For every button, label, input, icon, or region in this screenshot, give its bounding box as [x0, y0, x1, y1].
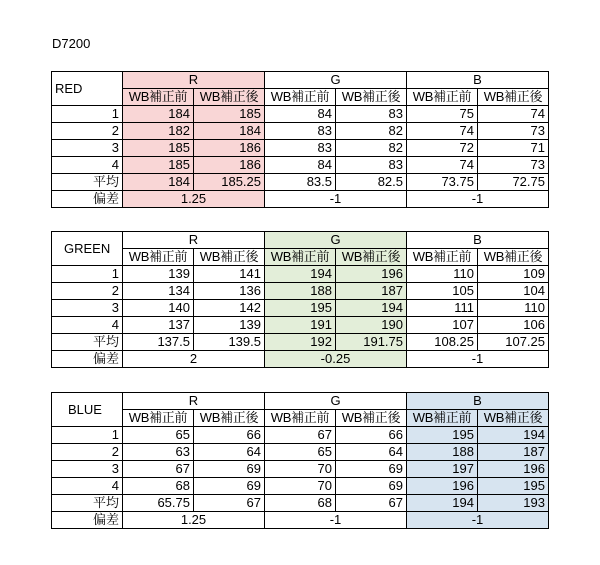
cell[interactable]: 72.75 — [478, 174, 549, 191]
cell[interactable]: 64 — [194, 444, 265, 461]
cell[interactable]: 186 — [194, 140, 265, 157]
cell[interactable]: 190 — [336, 317, 407, 334]
deviation-cell[interactable]: -1 — [407, 512, 549, 529]
cell[interactable]: 69 — [194, 461, 265, 478]
cell[interactable]: 66 — [194, 427, 265, 444]
cell[interactable]: 83 — [265, 140, 336, 157]
sub-header-after[interactable]: WB補正後 — [336, 89, 407, 106]
group-header-r[interactable]: R — [123, 72, 265, 89]
table-label[interactable]: BLUE — [52, 393, 123, 427]
cell[interactable]: 139 — [194, 317, 265, 334]
table-row — [52, 266, 549, 283]
cell[interactable]: 68 — [265, 495, 336, 512]
row-label[interactable]: 2 — [52, 444, 123, 461]
cell[interactable]: 74 — [407, 157, 478, 174]
deviation-cell[interactable]: 2 — [123, 351, 265, 368]
cell[interactable]: 191.75 — [336, 334, 407, 351]
sub-header-after[interactable]: WB補正後 — [336, 410, 407, 427]
group-header-r[interactable]: R — [123, 393, 265, 410]
group-header-b[interactable]: B — [407, 232, 549, 249]
row-label[interactable]: 2 — [52, 283, 123, 300]
deviation-row — [52, 351, 549, 368]
sub-header-before[interactable]: WB補正前 — [123, 89, 194, 106]
table-row — [52, 444, 549, 461]
group-header-b[interactable]: B — [407, 393, 549, 410]
deviation-row — [52, 512, 549, 529]
cell[interactable]: 65.75 — [123, 495, 194, 512]
cell[interactable]: 140 — [123, 300, 194, 317]
row-label[interactable]: 4 — [52, 157, 123, 174]
cell[interactable]: 73 — [478, 123, 549, 140]
cell[interactable]: 72 — [407, 140, 478, 157]
sub-header-after[interactable]: WB補正後 — [194, 410, 265, 427]
deviation-cell[interactable]: -1 — [407, 191, 549, 208]
sub-header-after[interactable]: WB補正後 — [478, 89, 549, 106]
deviation-cell[interactable]: -1 — [265, 191, 407, 208]
cell[interactable]: 182 — [123, 123, 194, 140]
group-header-r[interactable]: R — [123, 232, 265, 249]
row-label[interactable]: 平均 — [52, 334, 123, 351]
cell[interactable]: 70 — [265, 478, 336, 495]
cell[interactable]: 70 — [265, 461, 336, 478]
cell[interactable]: 195 — [265, 300, 336, 317]
cell[interactable]: 192 — [265, 334, 336, 351]
cell[interactable]: 69 — [336, 461, 407, 478]
cell[interactable]: 136 — [194, 283, 265, 300]
table-row — [52, 478, 549, 495]
cell[interactable]: 134 — [123, 283, 194, 300]
cell[interactable]: 110 — [407, 266, 478, 283]
cell[interactable]: 188 — [407, 444, 478, 461]
cell[interactable]: 187 — [336, 283, 407, 300]
table-row — [52, 283, 549, 300]
cell[interactable]: 82 — [336, 140, 407, 157]
cell[interactable]: 137 — [123, 317, 194, 334]
deviation-cell[interactable]: -0.25 — [265, 351, 407, 368]
average-row — [52, 334, 549, 351]
table-row — [52, 461, 549, 478]
cell[interactable]: 107.25 — [478, 334, 549, 351]
cell[interactable]: 187 — [478, 444, 549, 461]
deviation-cell[interactable]: 1.25 — [123, 512, 265, 529]
average-row — [52, 174, 549, 191]
deviation-cell[interactable]: -1 — [407, 351, 549, 368]
cell[interactable]: 191 — [265, 317, 336, 334]
sub-header-after[interactable]: WB補正後 — [194, 89, 265, 106]
cell[interactable]: 82.5 — [336, 174, 407, 191]
cell[interactable]: 73 — [478, 157, 549, 174]
cell[interactable]: 65 — [123, 427, 194, 444]
row-label[interactable]: 1 — [52, 427, 123, 444]
cell[interactable]: 194 — [407, 495, 478, 512]
average-row — [52, 495, 549, 512]
sub-header-before[interactable]: WB補正前 — [407, 249, 478, 266]
cell[interactable]: 197 — [407, 461, 478, 478]
table-row — [52, 300, 549, 317]
cell[interactable]: 196 — [407, 478, 478, 495]
row-label[interactable]: 平均 — [52, 174, 123, 191]
row-label[interactable]: 2 — [52, 123, 123, 140]
cell[interactable]: 139.5 — [194, 334, 265, 351]
cell[interactable]: 137.5 — [123, 334, 194, 351]
group-header-g[interactable]: G — [265, 232, 407, 249]
cell[interactable]: 184 — [194, 123, 265, 140]
cell[interactable]: 185 — [194, 106, 265, 123]
row-label[interactable]: 3 — [52, 300, 123, 317]
cell[interactable]: 67 — [265, 427, 336, 444]
cell[interactable]: 141 — [194, 266, 265, 283]
cell[interactable]: 69 — [194, 478, 265, 495]
cell[interactable]: 82 — [336, 123, 407, 140]
red-table — [51, 71, 549, 208]
cell[interactable]: 105 — [407, 283, 478, 300]
green-table — [51, 231, 549, 368]
cell[interactable]: 184 — [123, 106, 194, 123]
sub-header-after[interactable]: WB補正後 — [336, 249, 407, 266]
cell[interactable]: 109 — [478, 266, 549, 283]
table-row — [52, 157, 549, 174]
cell[interactable]: 104 — [478, 283, 549, 300]
cell[interactable]: 194 — [265, 266, 336, 283]
cell[interactable]: 195 — [407, 427, 478, 444]
cell[interactable]: 83.5 — [265, 174, 336, 191]
cell[interactable]: 142 — [194, 300, 265, 317]
table-row — [52, 106, 549, 123]
cell[interactable]: 74 — [478, 106, 549, 123]
cell[interactable]: 63 — [123, 444, 194, 461]
sub-header-before[interactable]: WB補正前 — [407, 89, 478, 106]
cell[interactable]: 184 — [123, 174, 194, 191]
cell[interactable]: 71 — [478, 140, 549, 157]
cell[interactable]: 75 — [407, 106, 478, 123]
row-label[interactable]: 偏差 — [52, 512, 123, 529]
table-label[interactable]: GREEN — [52, 232, 123, 266]
cell[interactable]: 139 — [123, 266, 194, 283]
cell[interactable]: 194 — [336, 300, 407, 317]
cell[interactable]: 111 — [407, 300, 478, 317]
row-label[interactable]: 偏差 — [52, 351, 123, 368]
cell[interactable]: 73.75 — [407, 174, 478, 191]
row-label[interactable]: 4 — [52, 317, 123, 334]
cell[interactable]: 67 — [123, 461, 194, 478]
cell[interactable]: 196 — [336, 266, 407, 283]
cell[interactable]: 84 — [265, 106, 336, 123]
sub-header-after[interactable]: WB補正後 — [478, 249, 549, 266]
cell[interactable]: 67 — [336, 495, 407, 512]
cell[interactable]: 193 — [478, 495, 549, 512]
sub-header-before[interactable]: WB補正前 — [265, 410, 336, 427]
cell[interactable]: 68 — [123, 478, 194, 495]
sheet-title: D7200 — [52, 36, 91, 51]
cell[interactable]: 108.25 — [407, 334, 478, 351]
table-row — [52, 123, 549, 140]
deviation-row — [52, 191, 549, 208]
table-row — [52, 427, 549, 444]
deviation-cell[interactable]: -1 — [265, 512, 407, 529]
cell[interactable]: 64 — [336, 444, 407, 461]
cell[interactable]: 84 — [265, 157, 336, 174]
sub-header-before[interactable]: WB補正前 — [123, 249, 194, 266]
sub-header-after[interactable]: WB補正後 — [194, 249, 265, 266]
table-row — [52, 317, 549, 334]
cell[interactable]: 106 — [478, 317, 549, 334]
table-row — [52, 140, 549, 157]
table-label[interactable]: RED — [52, 72, 123, 106]
row-label[interactable]: 3 — [52, 461, 123, 478]
cell[interactable]: 195 — [478, 478, 549, 495]
sub-header-before[interactable]: WB補正前 — [265, 89, 336, 106]
cell[interactable]: 185.25 — [194, 174, 265, 191]
cell[interactable]: 110 — [478, 300, 549, 317]
cell[interactable]: 83 — [336, 157, 407, 174]
cell[interactable]: 194 — [478, 427, 549, 444]
sub-header-before[interactable]: WB補正前 — [123, 410, 194, 427]
cell[interactable]: 196 — [478, 461, 549, 478]
blue-table — [51, 392, 549, 529]
sub-header-before[interactable]: WB補正前 — [265, 249, 336, 266]
sub-header-before[interactable]: WB補正前 — [407, 410, 478, 427]
row-label[interactable]: 1 — [52, 106, 123, 123]
row-label[interactable]: 1 — [52, 266, 123, 283]
cell[interactable]: 83 — [336, 106, 407, 123]
cell[interactable]: 65 — [265, 444, 336, 461]
row-label[interactable]: 偏差 — [52, 191, 123, 208]
cell[interactable]: 185 — [123, 157, 194, 174]
group-header-g[interactable]: G — [265, 393, 407, 410]
sub-header-after[interactable]: WB補正後 — [478, 410, 549, 427]
cell[interactable]: 66 — [336, 427, 407, 444]
group-header-g[interactable]: G — [265, 72, 407, 89]
cell[interactable]: 185 — [123, 140, 194, 157]
group-header-b[interactable]: B — [407, 72, 549, 89]
deviation-cell[interactable]: 1.25 — [123, 191, 265, 208]
cell[interactable]: 74 — [407, 123, 478, 140]
cell[interactable]: 67 — [194, 495, 265, 512]
row-label[interactable]: 平均 — [52, 495, 123, 512]
cell[interactable]: 186 — [194, 157, 265, 174]
cell[interactable]: 107 — [407, 317, 478, 334]
row-label[interactable]: 3 — [52, 140, 123, 157]
row-label[interactable]: 4 — [52, 478, 123, 495]
cell[interactable]: 83 — [265, 123, 336, 140]
cell[interactable]: 69 — [336, 478, 407, 495]
cell[interactable]: 188 — [265, 283, 336, 300]
